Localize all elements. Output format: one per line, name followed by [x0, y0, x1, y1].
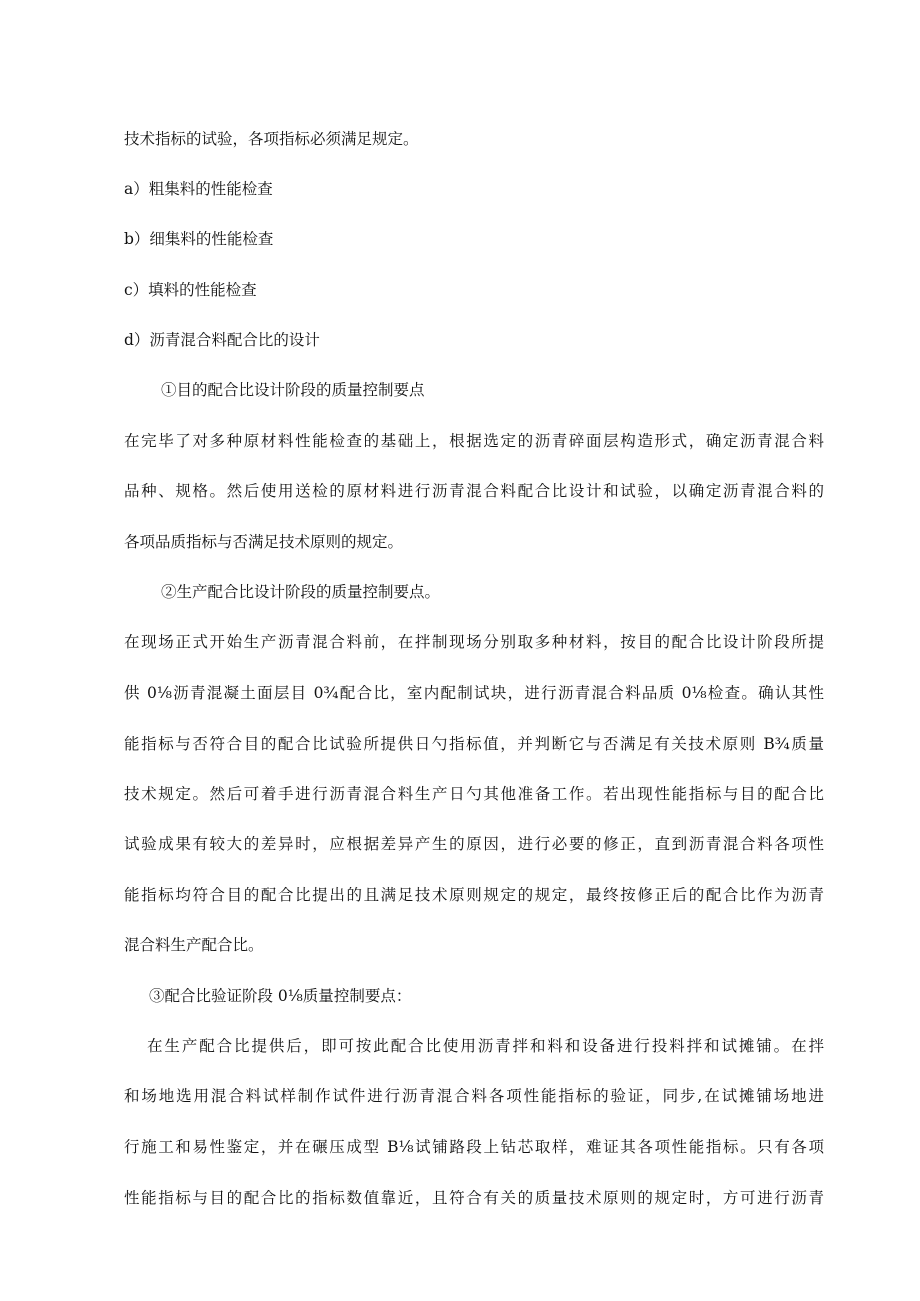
paragraph-line: 在现场正式开始生产沥青混合料前，在拌制现场分别取多种材料，按目的配合比设计阶段所提: [124, 633, 824, 651]
paragraph-line: 和场地选用混合料试样制作试件进行沥青混合料各项性能指标的验证，同步,在试摊铺场地进: [124, 1087, 824, 1105]
paragraph-line: 混合料生产配合比。: [124, 936, 264, 954]
list-item-fine-aggregate: b）细集料的性能检查: [124, 230, 274, 248]
paragraph-line: 各项品质指标与否满足技术原则的规定。: [124, 533, 404, 551]
section-heading-production-mix: ②生产配合比设计阶段的质量控制要点。: [161, 583, 441, 601]
paragraph-line: 在完毕了对多种原材料性能检查的基础上，根据选定的沥青碎面层构造形式，确定沥青混合料: [124, 432, 824, 450]
section-heading-verification: ③配合比验证阶段 0⅛质量控制要点：: [149, 987, 412, 1005]
paragraph-line: 性能指标与目的配合比的指标数值靠近，且符合有关的质量技术原则的规定时，方可进行沥青: [124, 1189, 824, 1207]
paragraph-line: 试验成果有较大的差异时，应根据差异产生的原因，进行必要的修正，直到沥青混合料各项性: [124, 835, 824, 853]
paragraph-line: 在生产配合比提供后，即可按此配合比使用沥青拌和料和设备进行投料拌和试摊铺。在拌: [147, 1037, 824, 1055]
section-heading-target-mix: ①目的配合比设计阶段的质量控制要点: [161, 381, 425, 399]
list-item-mix-design: d）沥青混合料配合比的设计: [124, 331, 320, 349]
paragraph-line: 技术指标的试验，各项指标必须满足规定。: [124, 130, 419, 148]
paragraph-line: 品种、规格。然后使用送检的原材料进行沥青混合料配合比设计和试验，以确定沥青混合料的: [124, 482, 824, 500]
list-item-filler: c）填料的性能检查: [124, 281, 257, 299]
paragraph-line: 能指标均符合目的配合比提出的且满足技术原则规定的规定，最终按修正后的配合比作为沥青: [124, 886, 824, 904]
list-item-coarse-aggregate: a）粗集料的性能检查: [124, 180, 273, 198]
paragraph-line: 供 0⅛沥青混凝土面层目 0¾配合比，室内配制试块，进行沥青混合料品质 0⅛检查。确认其性: [124, 684, 824, 702]
paragraph-line: 技术规定。然后可着手进行沥青混合料生产日勺其他准备工作。若出现性能指标与目的配合比: [124, 785, 824, 803]
paragraph-line: 能指标与否符合目的配合比试验所提供日勺指标值，并判断它与否满足有关技术原则 B¾质量: [124, 735, 824, 753]
paragraph-line: 行施工和易性鉴定，并在碾压成型 B⅛试铺路段上钻芯取样，难证其各项性能指标。只有各项: [124, 1138, 824, 1156]
